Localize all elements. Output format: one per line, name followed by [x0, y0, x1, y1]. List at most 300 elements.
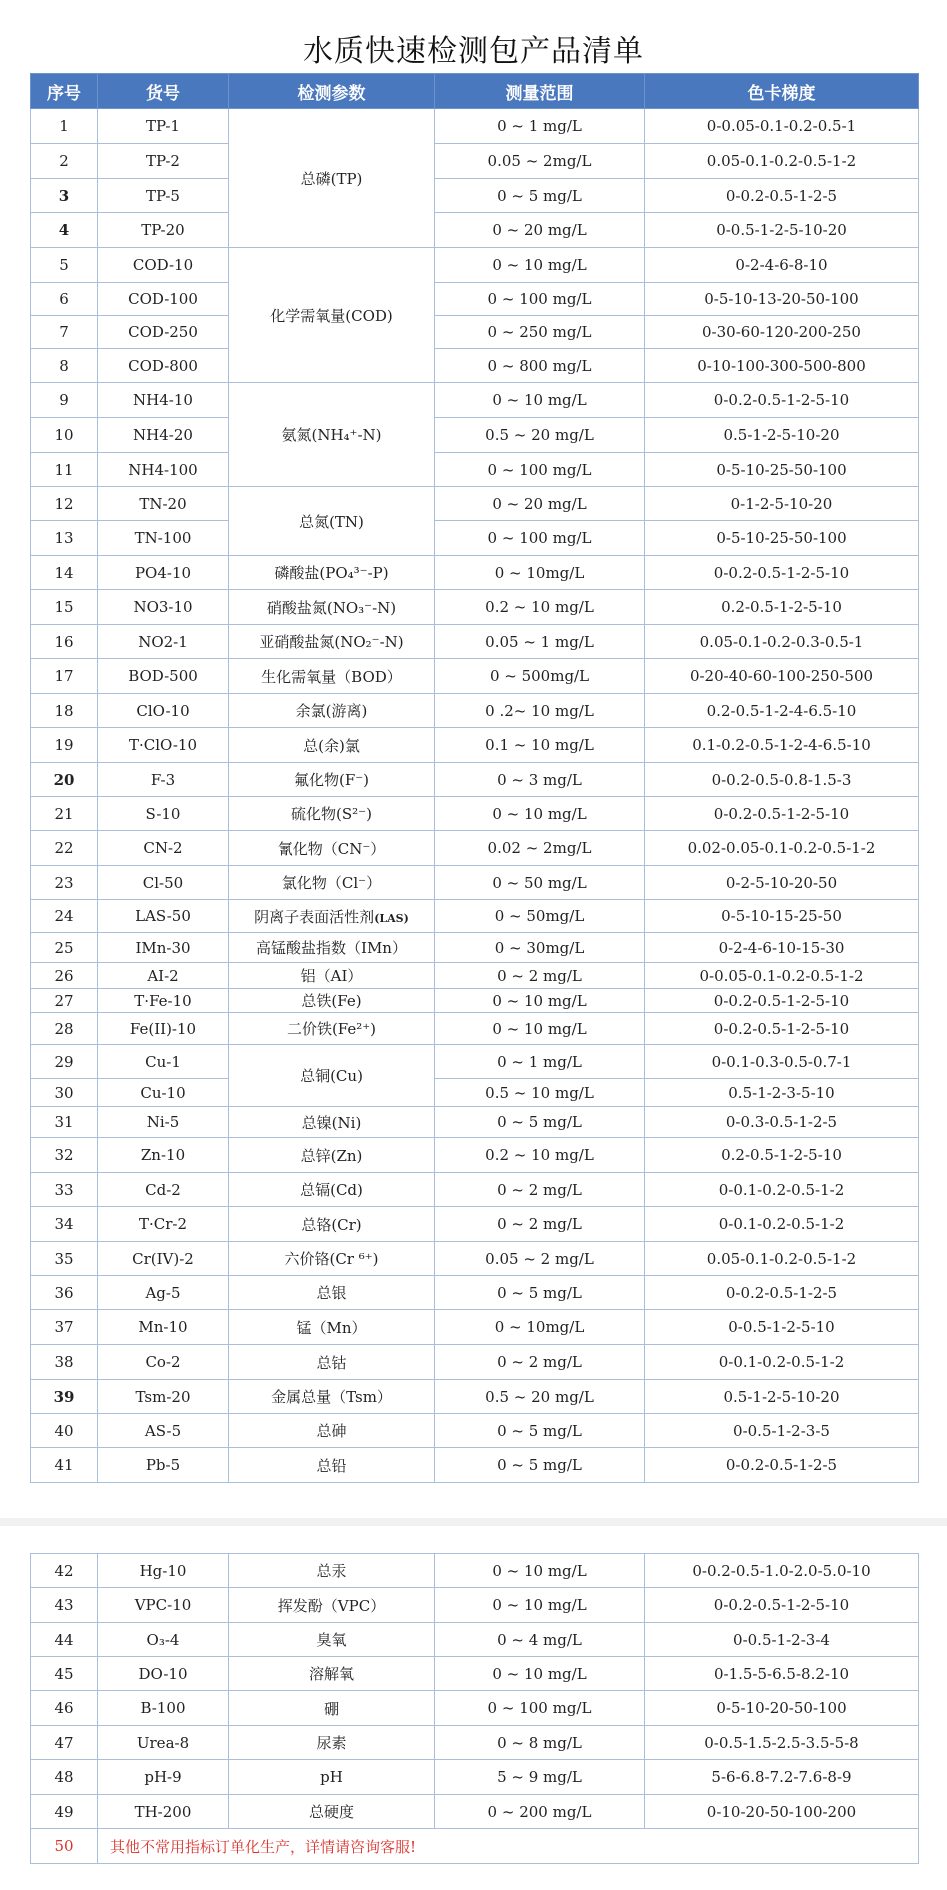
row-sku: T·ClO-10	[98, 728, 229, 763]
row-index: 48	[31, 1760, 98, 1795]
row-sku: TP-5	[98, 179, 229, 213]
row-sku: NO2-1	[98, 625, 229, 659]
parameter-text: 总(余)氯	[303, 736, 360, 755]
row-range: 0 ~ 100 mg/L	[435, 453, 645, 487]
row-range: 0 ~ 1 mg/L	[435, 1045, 645, 1079]
row-parameter	[229, 625, 435, 659]
row-index: 29	[31, 1045, 98, 1079]
row-sku: NH4-20	[98, 418, 229, 453]
parameter-text: 尿素	[316, 1734, 347, 1752]
row-range: 0.5 ~ 20 mg/L	[435, 418, 645, 453]
parameter-text: 总铬(Cr)	[301, 1215, 362, 1234]
row-gradient: 0-10-100-300-500-800	[645, 349, 919, 383]
row-sku: ClO-10	[98, 694, 229, 728]
row-gradient: 0-0.05-0.1-0.2-0.5-1-2	[645, 963, 919, 989]
col-header-range: 测量范围	[435, 74, 645, 109]
row-range: 0.1 ~ 10 mg/L	[435, 728, 645, 763]
row-gradient: 0.2-0.5-1-2-5-10	[645, 1138, 919, 1173]
table-row	[31, 900, 919, 933]
row-gradient: 0-5-10-25-50-100	[645, 453, 919, 487]
row-range: 0 ~ 5 mg/L	[435, 179, 645, 213]
row-gradient: 0.1-0.2-0.5-1-2-4-6.5-10	[645, 728, 919, 763]
row-parameter	[229, 728, 435, 763]
table-header-row	[31, 74, 919, 109]
table-row	[31, 1691, 919, 1726]
parameter-text: 总磷(TP)	[300, 169, 363, 188]
row-range: 0 ~ 10mg/L	[435, 1310, 645, 1345]
row-sku: COD-100	[98, 283, 229, 316]
row-index: 31	[31, 1107, 98, 1138]
parameter-text: 金属总量（Tsm）	[271, 1388, 392, 1406]
table-row	[31, 521, 919, 556]
row-index: 1	[31, 109, 98, 144]
row-gradient: 0-20-40-60-100-250-500	[645, 659, 919, 694]
table-row	[31, 248, 919, 283]
table-row	[31, 453, 919, 487]
row-gradient: 0-2-4-6-10-15-30	[645, 933, 919, 963]
table-row	[31, 1173, 919, 1207]
row-range: 0.05 ~ 1 mg/L	[435, 625, 645, 659]
row-gradient: 0-0.3-0.5-1-2-5	[645, 1107, 919, 1138]
row-sku: TN-100	[98, 521, 229, 556]
row-parameter	[229, 1691, 435, 1726]
row-range: 0.2 ~ 10 mg/L	[435, 590, 645, 625]
row-range: 0 ~ 10 mg/L	[435, 1554, 645, 1588]
row-parameter	[229, 1207, 435, 1242]
row-range: 0 ~ 100 mg/L	[435, 1691, 645, 1726]
row-range: 0 ~ 10 mg/L	[435, 383, 645, 418]
row-sku: Fe(II)-10	[98, 1013, 229, 1045]
row-range: 0 ~ 5 mg/L	[435, 1414, 645, 1448]
row-gradient: 0-1.5-5-6.5-8.2-10	[645, 1657, 919, 1691]
row-parameter	[229, 763, 435, 797]
row-index: 35	[31, 1242, 98, 1276]
parameter-text: 总铁(Fe)	[301, 992, 362, 1010]
row-parameter	[229, 659, 435, 694]
table-row-note	[31, 1829, 919, 1864]
row-index: 30	[31, 1079, 98, 1107]
parameter-text: 氰化物（CN⁻）	[277, 839, 386, 858]
row-gradient: 0-0.5-1.5-2.5-3.5-5-8	[645, 1726, 919, 1760]
table-row	[31, 866, 919, 900]
table-row	[31, 1448, 919, 1483]
row-gradient: 0.02-0.05-0.1-0.2-0.5-1-2	[645, 831, 919, 866]
row-range: 0 ~ 5 mg/L	[435, 1107, 645, 1138]
row-sku: Cu-10	[98, 1079, 229, 1107]
row-range: 0 ~ 10 mg/L	[435, 1657, 645, 1691]
row-sku: TP-1	[98, 109, 229, 144]
row-gradient: 0.5-1-2-5-10-20	[645, 418, 919, 453]
row-range: 0 ~ 3 mg/L	[435, 763, 645, 797]
row-index: 7	[31, 316, 98, 349]
row-gradient: 0.5-1-2-5-10-20	[645, 1380, 919, 1414]
row-sku: PO4-10	[98, 556, 229, 590]
row-parameter	[229, 900, 435, 933]
row-index: 16	[31, 625, 98, 659]
row-parameter	[229, 487, 435, 556]
row-sku: B-100	[98, 1691, 229, 1726]
row-parameter	[229, 1414, 435, 1448]
row-gradient: 0-0.5-1-2-3-5	[645, 1414, 919, 1448]
col-header-gradient: 色卡梯度	[645, 74, 919, 109]
table-row	[31, 1276, 919, 1310]
row-gradient: 0-0.2-0.5-1.0-2.0-5.0-10	[645, 1554, 919, 1588]
row-range: 0 ~ 10 mg/L	[435, 1013, 645, 1045]
table-row	[31, 283, 919, 316]
row-range: 0 ~ 4 mg/L	[435, 1623, 645, 1657]
table-row	[31, 1138, 919, 1173]
row-range: 0 ~ 5 mg/L	[435, 1276, 645, 1310]
row-sku: Hg-10	[98, 1554, 229, 1588]
row-index: 43	[31, 1588, 98, 1623]
row-sku: Cd-2	[98, 1173, 229, 1207]
row-gradient: 0-0.2-0.5-1-2-5	[645, 1448, 919, 1483]
row-index: 38	[31, 1345, 98, 1380]
parameter-text: 总氮(TN)	[299, 512, 364, 531]
row-gradient: 0-0.05-0.1-0.2-0.5-1	[645, 109, 919, 144]
row-range: 0 ~ 20 mg/L	[435, 487, 645, 521]
row-range: 0 ~ 2 mg/L	[435, 963, 645, 989]
table-row	[31, 1623, 919, 1657]
parameter-text: 总钴	[316, 1353, 347, 1372]
row-parameter	[229, 1138, 435, 1173]
parameter-text: 总铅	[316, 1456, 347, 1475]
table-row	[31, 989, 919, 1013]
row-parameter	[229, 1045, 435, 1107]
row-gradient: 0.05-0.1-0.2-0.5-1-2	[645, 1242, 919, 1276]
row-sku: COD-10	[98, 248, 229, 283]
row-gradient: 0-2-4-6-8-10	[645, 248, 919, 283]
table-row	[31, 1414, 919, 1448]
row-parameter	[229, 866, 435, 900]
row-sku: COD-800	[98, 349, 229, 383]
row-parameter	[229, 1013, 435, 1045]
table-row	[31, 109, 919, 144]
row-sku: IMn-30	[98, 933, 229, 963]
parameter-text: 六价铬(Cr ⁶⁺)	[284, 1250, 379, 1268]
row-sku: TH-200	[98, 1795, 229, 1829]
row-index: 28	[31, 1013, 98, 1045]
table-row	[31, 1380, 919, 1414]
table-row	[31, 625, 919, 659]
parameter-text: 总锌(Zn)	[300, 1146, 363, 1165]
parameter-text: 生化需氧量（BOD）	[261, 667, 402, 686]
row-range: 0 ~ 10mg/L	[435, 556, 645, 590]
parameter-text: 氯化物（Cl⁻）	[281, 874, 382, 892]
row-index: 20	[31, 763, 98, 797]
row-parameter	[229, 1554, 435, 1588]
row-sku: Ag-5	[98, 1276, 229, 1310]
row-index: 4	[31, 213, 98, 248]
row-gradient: 0-0.2-0.5-0.8-1.5-3	[645, 763, 919, 797]
custom-order-note: 其他不常用指标订单化生产，详情请咨询客服!	[98, 1829, 919, 1864]
table-row	[31, 1242, 919, 1276]
row-index: 42	[31, 1554, 98, 1588]
row-parameter	[229, 989, 435, 1013]
table-row	[31, 1207, 919, 1242]
row-sku: Cr(IV)-2	[98, 1242, 229, 1276]
row-index: 2	[31, 144, 98, 179]
product-table	[30, 73, 919, 1483]
parameter-text: 高锰酸盐指数（IMn）	[256, 939, 407, 957]
table-row	[31, 1045, 919, 1079]
row-gradient: 0.2-0.5-1-2-4-6.5-10	[645, 694, 919, 728]
row-parameter	[229, 1242, 435, 1276]
row-gradient: 0-0.1-0.2-0.5-1-2	[645, 1207, 919, 1242]
row-gradient: 0-10-20-50-100-200	[645, 1795, 919, 1829]
table-row	[31, 831, 919, 866]
row-index: 47	[31, 1726, 98, 1760]
table-row	[31, 1657, 919, 1691]
row-gradient: 0-0.2-0.5-1-2-5	[645, 1276, 919, 1310]
table-row	[31, 383, 919, 418]
row-sku: Ni-5	[98, 1107, 229, 1138]
row-parameter	[229, 1657, 435, 1691]
parameter-text: 总铜(Cu)	[300, 1067, 363, 1085]
col-header-index: 序号	[31, 74, 98, 109]
parameter-text: 总汞	[316, 1562, 347, 1580]
row-index: 23	[31, 866, 98, 900]
parameter-text: 铝（AI）	[300, 967, 363, 985]
row-range: 0 ~ 200 mg/L	[435, 1795, 645, 1829]
col-header-parameter: 检测参数	[229, 74, 435, 109]
row-range: 0 ~ 100 mg/L	[435, 283, 645, 316]
row-index: 22	[31, 831, 98, 866]
row-gradient: 0-0.2-0.5-1-2-5-10	[645, 1013, 919, 1045]
parameter-text: 二价铁(Fe²⁺)	[286, 1020, 377, 1038]
parameter-text: 挥发酚（VPC）	[277, 1596, 386, 1615]
table-row	[31, 144, 919, 179]
parameter-text: 总镍(Ni)	[301, 1113, 362, 1132]
row-range: 0 ~ 50mg/L	[435, 900, 645, 933]
row-gradient: 0-0.2-0.5-1-2-5	[645, 179, 919, 213]
parameter-text: 溶解氧	[308, 1665, 354, 1683]
row-parameter	[229, 1588, 435, 1623]
page-separator	[0, 1518, 947, 1526]
row-gradient: 0-0.2-0.5-1-2-5-10	[645, 989, 919, 1013]
parameter-text: 化学需氧量(COD)	[270, 306, 393, 325]
row-gradient: 0-0.1-0.2-0.5-1-2	[645, 1345, 919, 1380]
row-parameter	[229, 383, 435, 487]
row-index: 50	[31, 1829, 98, 1864]
parameter-text: 总银	[316, 1284, 347, 1302]
row-index: 21	[31, 797, 98, 831]
row-index: 26	[31, 963, 98, 989]
row-range: 0 ~ 250 mg/L	[435, 316, 645, 349]
row-sku: TP-2	[98, 144, 229, 179]
row-sku: TP-20	[98, 213, 229, 248]
table-row	[31, 694, 919, 728]
row-sku: AI-2	[98, 963, 229, 989]
table-row	[31, 316, 919, 349]
row-index: 15	[31, 590, 98, 625]
row-sku: O₃-4	[98, 1623, 229, 1657]
parameter-text: 总砷	[316, 1422, 347, 1440]
row-range: 5 ~ 9 mg/L	[435, 1760, 645, 1795]
row-parameter	[229, 248, 435, 383]
parameter-text: 余氯(游离)	[295, 702, 368, 720]
row-sku: TN-20	[98, 487, 229, 521]
row-range: 0.5 ~ 10 mg/L	[435, 1079, 645, 1107]
row-parameter	[229, 109, 435, 248]
row-sku: CN-2	[98, 831, 229, 866]
row-index: 17	[31, 659, 98, 694]
table-row	[31, 1310, 919, 1345]
row-gradient: 0-0.1-0.2-0.5-1-2	[645, 1173, 919, 1207]
row-index: 9	[31, 383, 98, 418]
row-sku: Mn-10	[98, 1310, 229, 1345]
row-sku: NO3-10	[98, 590, 229, 625]
row-parameter	[229, 1345, 435, 1380]
parameter-text: 氟化物(F⁻)	[293, 771, 370, 789]
parameter-text: 硫化物(S²⁻)	[291, 805, 372, 823]
row-gradient: 5-6-6.8-7.2-7.6-8-9	[645, 1760, 919, 1795]
row-parameter	[229, 1310, 435, 1345]
row-sku: Cu-1	[98, 1045, 229, 1079]
row-sku: T·Fe-10	[98, 989, 229, 1013]
product-table-continued	[30, 1553, 919, 1864]
parameter-text: 总镉(Cd)	[300, 1181, 363, 1199]
table-row	[31, 1726, 919, 1760]
row-gradient: 0.2-0.5-1-2-5-10	[645, 590, 919, 625]
row-sku: pH-9	[98, 1760, 229, 1795]
row-parameter	[229, 1623, 435, 1657]
table-row	[31, 590, 919, 625]
table-row	[31, 659, 919, 694]
row-sku: S-10	[98, 797, 229, 831]
row-sku: LAS-50	[98, 900, 229, 933]
parameter-tag: (LAS)	[374, 911, 409, 925]
col-header-sku: 货号	[98, 74, 229, 109]
row-gradient: 0-5-10-15-25-50	[645, 900, 919, 933]
row-index: 18	[31, 694, 98, 728]
row-index: 10	[31, 418, 98, 453]
table-row	[31, 1013, 919, 1045]
row-gradient: 0-0.5-1-2-5-10	[645, 1310, 919, 1345]
row-parameter	[229, 1448, 435, 1483]
row-index: 40	[31, 1414, 98, 1448]
row-index: 25	[31, 933, 98, 963]
row-index: 6	[31, 283, 98, 316]
row-parameter	[229, 1276, 435, 1310]
row-range: 0 ~ 800 mg/L	[435, 349, 645, 383]
row-index: 34	[31, 1207, 98, 1242]
row-index: 37	[31, 1310, 98, 1345]
row-parameter	[229, 1107, 435, 1138]
parameter-text: 硝酸盐氮(NO₃⁻-N)	[266, 598, 397, 617]
table-row	[31, 1554, 919, 1588]
row-sku: BOD-500	[98, 659, 229, 694]
table-row	[31, 763, 919, 797]
row-range: 0 .2~ 10 mg/L	[435, 694, 645, 728]
row-sku: Zn-10	[98, 1138, 229, 1173]
row-parameter	[229, 590, 435, 625]
row-sku: AS-5	[98, 1414, 229, 1448]
row-gradient: 0-2-5-10-20-50	[645, 866, 919, 900]
row-sku: NH4-100	[98, 453, 229, 487]
row-index: 39	[31, 1380, 98, 1414]
row-range: 0 ~ 50 mg/L	[435, 866, 645, 900]
table-row	[31, 1760, 919, 1795]
row-gradient: 0-0.5-1-2-5-10-20	[645, 213, 919, 248]
row-sku: Cl-50	[98, 866, 229, 900]
table-row	[31, 556, 919, 590]
row-range: 0.02 ~ 2mg/L	[435, 831, 645, 866]
row-range: 0 ~ 100 mg/L	[435, 521, 645, 556]
table-row	[31, 179, 919, 213]
parameter-text: 硼	[323, 1699, 339, 1718]
row-parameter	[229, 831, 435, 866]
row-range: 0 ~ 500mg/L	[435, 659, 645, 694]
parameter-text: pH	[320, 1768, 343, 1786]
table-row	[31, 1795, 919, 1829]
row-parameter	[229, 556, 435, 590]
row-gradient: 0-5-10-20-50-100	[645, 1691, 919, 1726]
table-row	[31, 933, 919, 963]
row-sku: Urea-8	[98, 1726, 229, 1760]
row-range: 0 ~ 10 mg/L	[435, 1588, 645, 1623]
row-gradient: 0-0.2-0.5-1-2-5-10	[645, 556, 919, 590]
table-row	[31, 797, 919, 831]
table-row	[31, 1588, 919, 1623]
row-range: 0 ~ 2 mg/L	[435, 1345, 645, 1380]
row-index: 45	[31, 1657, 98, 1691]
parameter-text: 磷酸盐(PO₄³⁻-P)	[274, 564, 389, 582]
row-index: 44	[31, 1623, 98, 1657]
row-index: 27	[31, 989, 98, 1013]
row-parameter	[229, 797, 435, 831]
row-gradient: 0-5-10-13-20-50-100	[645, 283, 919, 316]
row-index: 36	[31, 1276, 98, 1310]
row-sku: T·Cr-2	[98, 1207, 229, 1242]
row-gradient: 0.05-0.1-0.2-0.5-1-2	[645, 144, 919, 179]
row-range: 0.05 ~ 2mg/L	[435, 144, 645, 179]
row-range: 0 ~ 2 mg/L	[435, 1173, 645, 1207]
row-range: 0 ~ 20 mg/L	[435, 213, 645, 248]
row-range: 0 ~ 10 mg/L	[435, 248, 645, 283]
table-row	[31, 1079, 919, 1107]
row-gradient: 0-5-10-25-50-100	[645, 521, 919, 556]
table-row	[31, 1345, 919, 1380]
row-index: 24	[31, 900, 98, 933]
row-index: 46	[31, 1691, 98, 1726]
row-sku: Co-2	[98, 1345, 229, 1380]
row-index: 8	[31, 349, 98, 383]
parameter-text: 阴离子表面活性剂	[254, 907, 375, 926]
row-gradient: 0-0.1-0.3-0.5-0.7-1	[645, 1045, 919, 1079]
parameter-text: 臭氧	[316, 1631, 347, 1649]
row-parameter	[229, 933, 435, 963]
row-index: 49	[31, 1795, 98, 1829]
row-index: 33	[31, 1173, 98, 1207]
parameter-text: 总硬度	[308, 1803, 354, 1821]
row-gradient: 0-0.5-1-2-3-4	[645, 1623, 919, 1657]
row-index: 14	[31, 556, 98, 590]
row-range: 0 ~ 10 mg/L	[435, 989, 645, 1013]
row-parameter	[229, 1760, 435, 1795]
row-range: 0.5 ~ 20 mg/L	[435, 1380, 645, 1414]
row-range: 0 ~ 30mg/L	[435, 933, 645, 963]
row-gradient: 0-0.2-0.5-1-2-5-10	[645, 797, 919, 831]
row-range: 0 ~ 10 mg/L	[435, 797, 645, 831]
row-parameter	[229, 1795, 435, 1829]
row-range: 0.2 ~ 10 mg/L	[435, 1138, 645, 1173]
row-sku: VPC-10	[98, 1588, 229, 1623]
row-range: 0 ~ 1 mg/L	[435, 109, 645, 144]
row-range: 0.05 ~ 2 mg/L	[435, 1242, 645, 1276]
row-parameter	[229, 1380, 435, 1414]
row-gradient: 0.05-0.1-0.2-0.3-0.5-1	[645, 625, 919, 659]
